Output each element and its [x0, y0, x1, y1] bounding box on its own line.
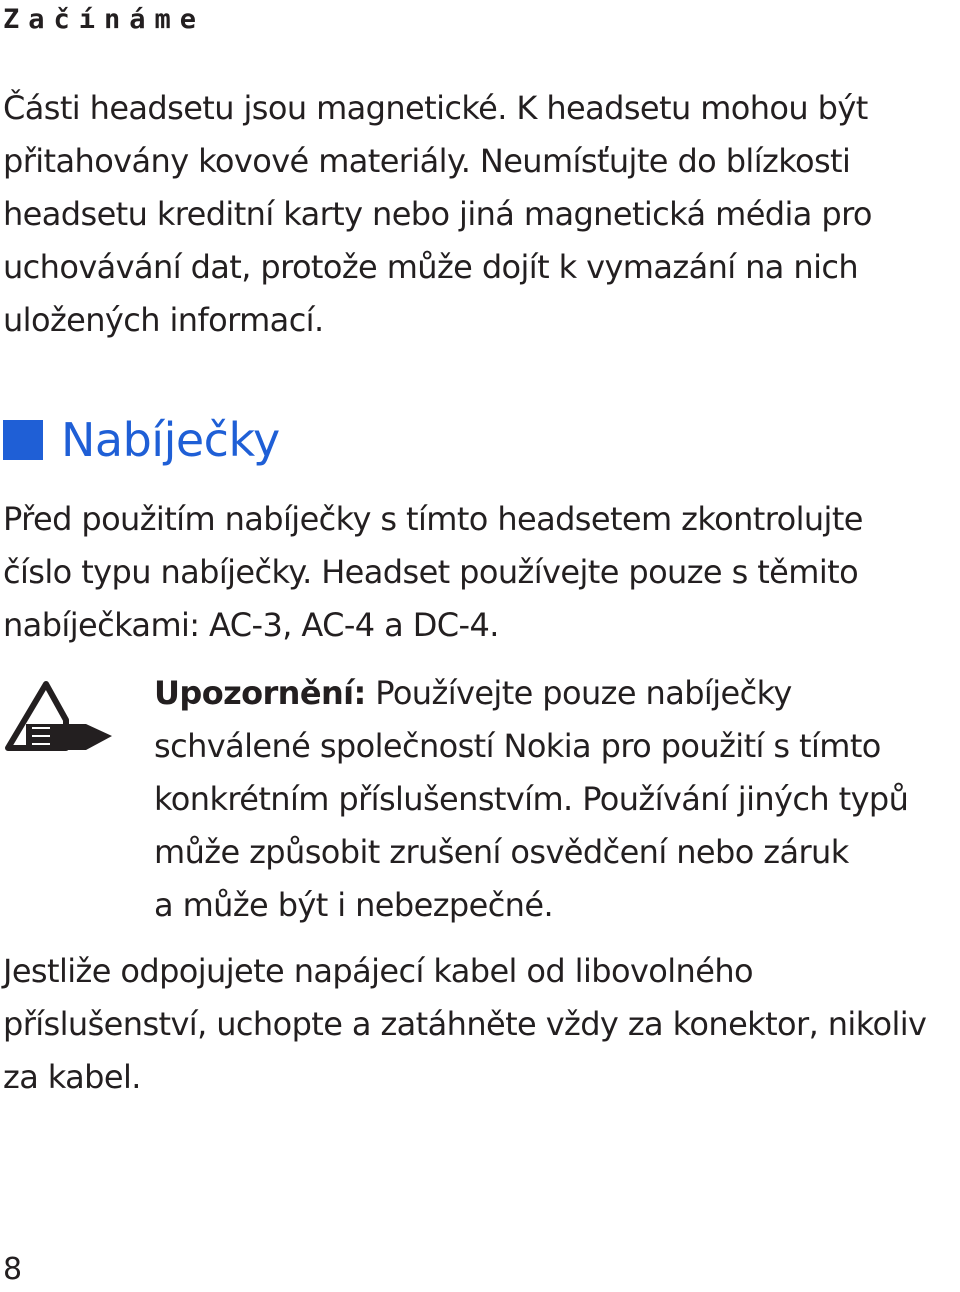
page-number: 8 [3, 1252, 23, 1287]
section-heading [3, 408, 280, 472]
text-line: a může být i nebezpečné. [154, 886, 554, 924]
text-line: Používejte pouze nabíječky [365, 674, 792, 712]
text-line: Jestliže odpojujete napájecí kabel od libovolného [3, 952, 753, 990]
text-line: Před použitím nabíječky s tímto headsetem zkontrolujte [3, 500, 863, 538]
running-header: Začínáme [3, 4, 206, 35]
disconnect-paragraph [3, 945, 926, 1104]
text-line: přitahovány kovové materiály. Neumísťujte do blízkosti [3, 142, 851, 180]
section-heading-text: Nabíječky [61, 413, 280, 467]
text-line: příslušenství, uchopte a zatáhněte vždy za konektor, nikoliv [3, 1005, 927, 1043]
warning-note [154, 667, 908, 932]
text-line: za kabel. [3, 1058, 141, 1096]
text-line: headsetu kreditní karty nebo jiná magnetická média pro [3, 195, 872, 233]
warning-hand-icon [4, 680, 116, 756]
text-line: nabíječkami: AC-3, AC-4 a DC-4. [3, 606, 499, 644]
charger-paragraph [3, 493, 863, 652]
text-line: může způsobit zrušení osvědčení nebo záruk [154, 833, 849, 871]
heading-square-icon [3, 420, 43, 460]
intro-paragraph [3, 82, 872, 347]
warning-label: Upozornění: [154, 674, 366, 712]
text-line: uchovávání dat, protože může dojít k vymazání na nich [3, 248, 859, 286]
text-line: schválené společností Nokia pro použití s tímto [154, 727, 881, 765]
text-line: konkrétním příslušenstvím. Používání jiných typů [154, 780, 909, 818]
text-line: uložených informací. [3, 301, 324, 339]
text-line: Části headsetu jsou magnetické. K headsetu mohou být [3, 89, 868, 127]
text-line: číslo typu nabíječky. Headset používejte pouze s těmito [3, 553, 859, 591]
